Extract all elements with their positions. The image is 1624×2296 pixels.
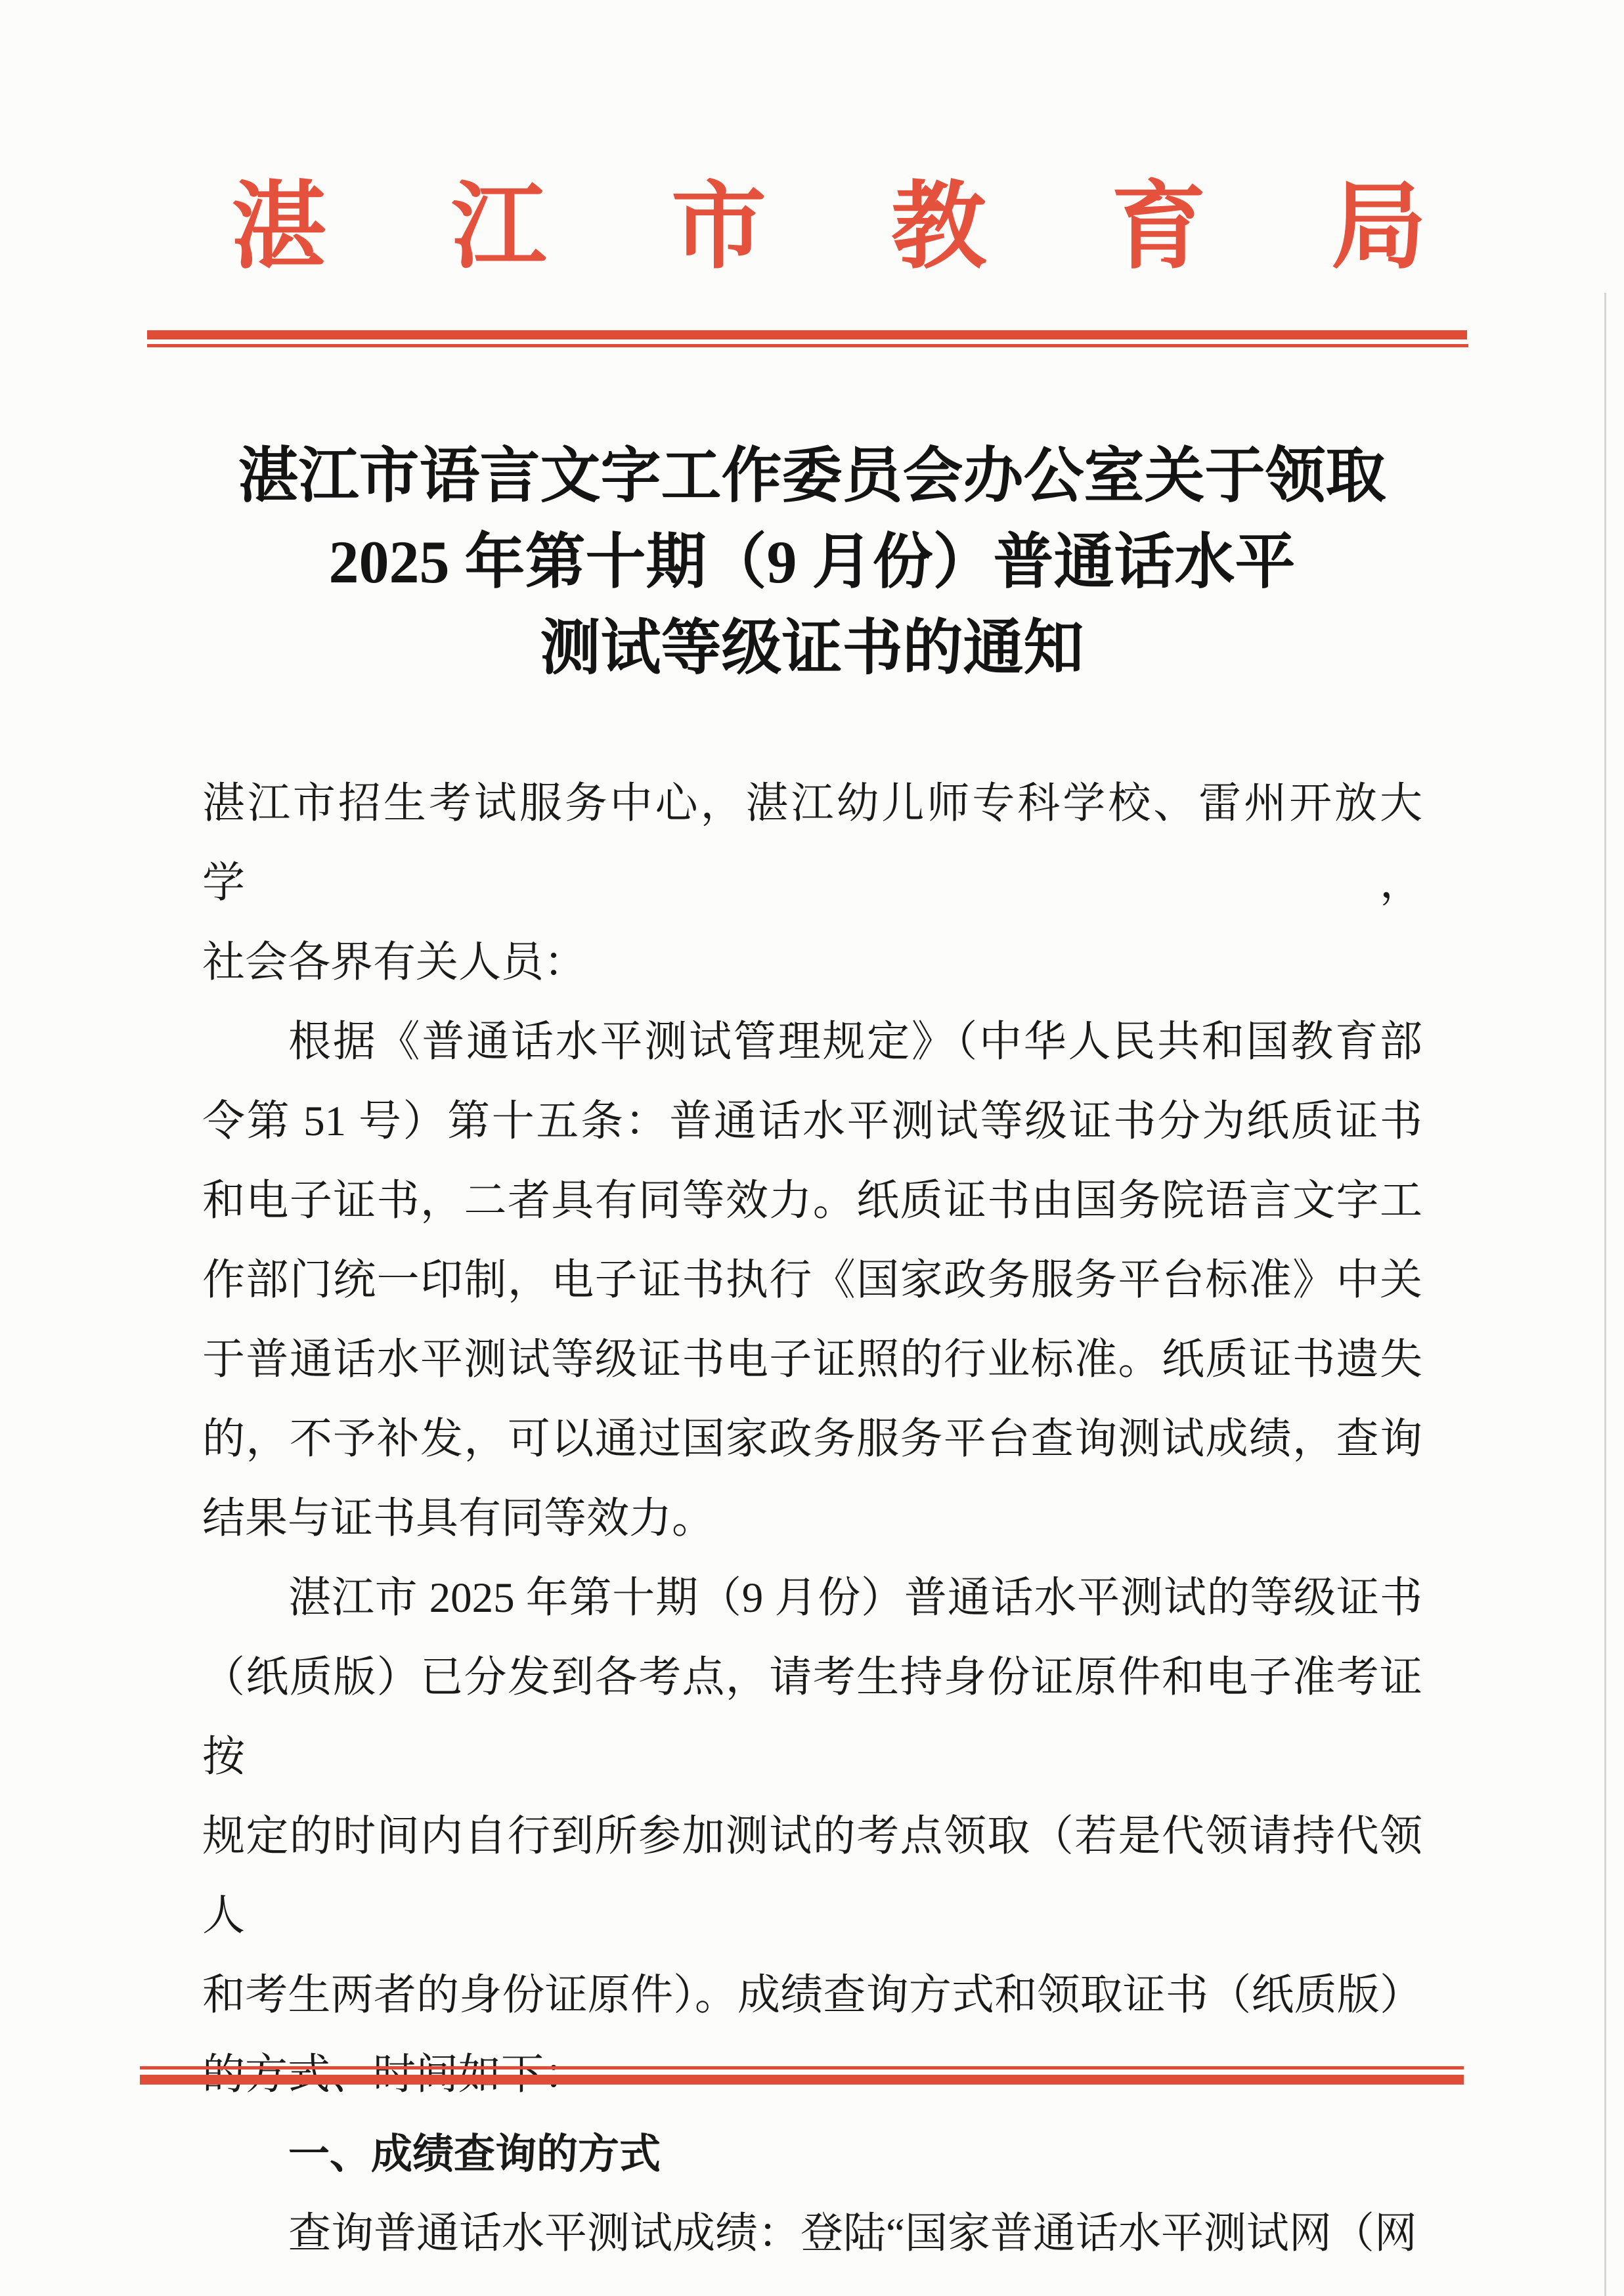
body-line: 和考生两者的身份证原件）。成绩查询方式和领取证书（纸质版） xyxy=(202,1972,1422,2019)
header-rule-thick xyxy=(147,330,1467,339)
notice-title-line: 湛江市语言文字工作委员会办公室关于领取 xyxy=(238,443,1386,509)
notice-title-line: 测试等级证书的通知 xyxy=(540,615,1084,682)
body-line: 根据《普通话水平测试管理规定》（中华人民共和国教育部 xyxy=(288,1018,1422,1066)
body-line: 作部门统一印制，电子证书执行《国家政务服务平台标准》中关 xyxy=(202,1257,1422,1304)
body-line: 于普通话水平测试等级证书电子证照的行业标准。纸质证书遗失 xyxy=(202,1336,1422,1383)
body-line: 规定的时间内自行到所参加测试的考点领取（若是代领请持代领人 xyxy=(202,1813,1422,1939)
body-text xyxy=(202,764,1422,2274)
footer-rule-thin xyxy=(140,2066,1464,2069)
footer-rule-thick xyxy=(140,2075,1464,2085)
body-line: 湛江市招生考试服务中心，湛江幼儿师专科学校、雷州开放大学， xyxy=(202,780,1422,907)
body-line: 查询普通话水平测试成绩：登陆“国家普通话水平测试网（网 xyxy=(288,2210,1417,2257)
body-line: 和电子证书，二者具有同等效力。纸质证书由国务院语言文字工 xyxy=(202,1177,1422,1224)
body-line: 社会各界有关人员： xyxy=(202,939,587,986)
scan-artifact-line xyxy=(1604,293,1606,2296)
notice-title xyxy=(0,433,1624,691)
header-rule-thin xyxy=(147,344,1468,347)
body-line: 湛江市 2025 年第十期（9 月份）普通话水平测试的等级证书 xyxy=(288,1574,1422,1622)
agency-header-title: 湛江市教育局 xyxy=(231,175,1551,280)
body-line: 结果与证书具有同等效力。 xyxy=(202,1495,715,1542)
body-line: 一、成绩查询的方式 xyxy=(288,2131,661,2177)
body-line: 的，不予补发，可以通过国家政务服务平台查询测试成绩，查询 xyxy=(202,1416,1422,1463)
body-line: 令第 51 号）第十五条：普通话水平测试等级证书分为纸质证书 xyxy=(202,1098,1422,1145)
body-line: （纸质版）已分发到各考点，请考生持身份证原件和电子准考证按 xyxy=(202,1654,1422,1781)
notice-title-line: 2025 年第十期（9 月份）普通话水平 xyxy=(328,529,1296,596)
